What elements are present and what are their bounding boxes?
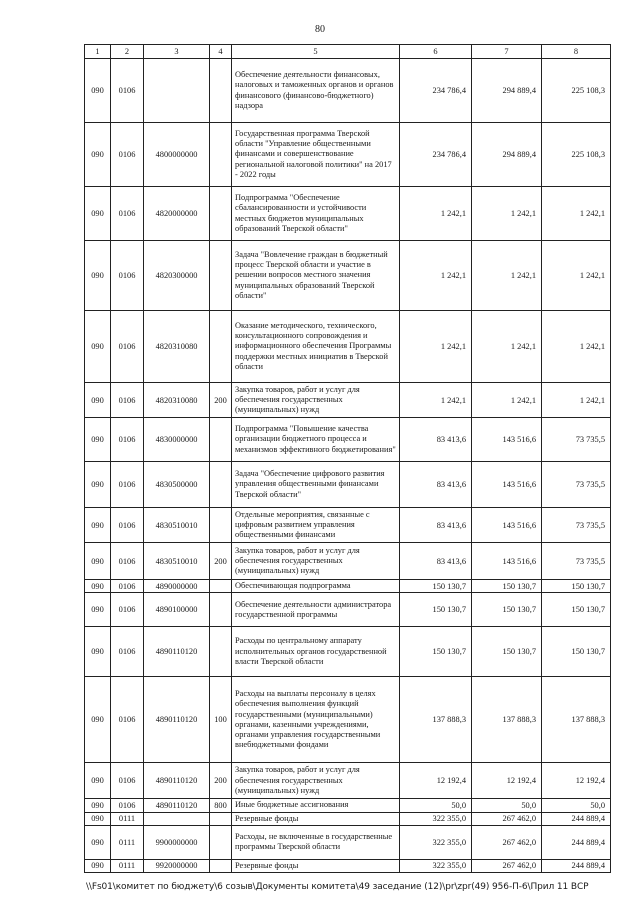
expense-type-code (210, 187, 232, 241)
admin-code: 090 (85, 241, 111, 311)
expense-type-code: 200 (210, 383, 232, 418)
row-description: Расходы, не включенные в государственные программы Тверской области (232, 825, 400, 859)
section-code: 0106 (111, 763, 144, 799)
header-col-5: 5 (232, 45, 400, 59)
expense-type-code: 200 (210, 543, 232, 580)
amount-col-7: 150 130,7 (472, 627, 542, 677)
table-row (85, 543, 611, 580)
admin-code: 090 (85, 627, 111, 677)
amount-col-6: 1 242,1 (400, 311, 472, 383)
amount-col-6: 322 355,0 (400, 859, 472, 872)
admin-code: 090 (85, 763, 111, 799)
section-code: 0106 (111, 383, 144, 418)
amount-col-6: 12 192,4 (400, 763, 472, 799)
amount-col-8: 73 735,5 (542, 418, 611, 462)
target-code: 4800000000 (144, 123, 210, 187)
target-code: 4820310080 (144, 383, 210, 418)
row-description: Подпрограмма "Повышение качества организации бюджетного процесса и механизмов эффективного бюджетирования" (232, 418, 400, 462)
section-code: 0111 (111, 825, 144, 859)
section-code: 0106 (111, 543, 144, 580)
amount-col-6: 137 888,3 (400, 677, 472, 763)
amount-col-7: 50,0 (472, 799, 542, 812)
amount-col-8: 50,0 (542, 799, 611, 812)
amount-col-6: 150 130,7 (400, 593, 472, 627)
target-code: 9920000000 (144, 859, 210, 872)
amount-col-7: 267 462,0 (472, 825, 542, 859)
target-code: 4830510010 (144, 508, 210, 543)
row-description: Закупка товаров, работ и услуг для обеспечения государственных (муниципальных) нужд (232, 543, 400, 580)
section-code: 0106 (111, 799, 144, 812)
row-description: Подпрограмма "Обеспечение сбалансированности и устойчивости местных бюджетов муниципальных образований Тверской области" (232, 187, 400, 241)
amount-col-8: 150 130,7 (542, 580, 611, 593)
admin-code: 090 (85, 187, 111, 241)
amount-col-8: 244 889,4 (542, 859, 611, 872)
amount-col-8: 73 735,5 (542, 508, 611, 543)
section-code: 0106 (111, 123, 144, 187)
amount-col-7: 1 242,1 (472, 383, 542, 418)
table-row (85, 123, 611, 187)
amount-col-6: 83 413,6 (400, 462, 472, 508)
amount-col-8: 150 130,7 (542, 627, 611, 677)
target-code: 4830000000 (144, 418, 210, 462)
amount-col-7: 143 516,6 (472, 418, 542, 462)
expense-type-code (210, 627, 232, 677)
amount-col-8: 73 735,5 (542, 543, 611, 580)
row-description: Иные бюджетные ассигнования (232, 799, 400, 812)
expense-type-code (210, 593, 232, 627)
amount-col-8: 1 242,1 (542, 187, 611, 241)
expense-type-code (210, 59, 232, 123)
expense-type-code: 200 (210, 763, 232, 799)
amount-col-7: 267 462,0 (472, 859, 542, 872)
amount-col-7: 143 516,6 (472, 543, 542, 580)
admin-code: 090 (85, 311, 111, 383)
target-code: 4830500000 (144, 462, 210, 508)
amount-col-8: 225 108,3 (542, 59, 611, 123)
admin-code: 090 (85, 859, 111, 872)
amount-col-7: 1 242,1 (472, 187, 542, 241)
header-col-1: 1 (85, 45, 111, 59)
section-code: 0106 (111, 508, 144, 543)
target-code: 4890110120 (144, 627, 210, 677)
amount-col-8: 1 242,1 (542, 383, 611, 418)
row-description: Обеспечение деятельности администратора государственной программы (232, 593, 400, 627)
amount-col-6: 234 786,4 (400, 59, 472, 123)
expense-type-code (210, 123, 232, 187)
table-row (85, 627, 611, 677)
section-code: 0106 (111, 59, 144, 123)
admin-code: 090 (85, 593, 111, 627)
table-row (85, 580, 611, 593)
table-row (85, 799, 611, 812)
admin-code: 090 (85, 677, 111, 763)
section-code: 0106 (111, 418, 144, 462)
amount-col-8: 244 889,4 (542, 812, 611, 825)
amount-col-7: 150 130,7 (472, 580, 542, 593)
row-description: Расходы по центральному аппарату исполнительных органов государственной власти Тверской области (232, 627, 400, 677)
header-col-7: 7 (472, 45, 542, 59)
amount-col-7: 143 516,6 (472, 508, 542, 543)
amount-col-6: 234 786,4 (400, 123, 472, 187)
amount-col-6: 150 130,7 (400, 627, 472, 677)
admin-code: 090 (85, 123, 111, 187)
target-code: 4890000000 (144, 580, 210, 593)
expense-type-code (210, 508, 232, 543)
table-row (85, 311, 611, 383)
amount-col-6: 83 413,6 (400, 418, 472, 462)
admin-code: 090 (85, 543, 111, 580)
admin-code: 090 (85, 59, 111, 123)
admin-code: 090 (85, 418, 111, 462)
admin-code: 090 (85, 462, 111, 508)
target-code: 4890110120 (144, 763, 210, 799)
section-code: 0106 (111, 241, 144, 311)
amount-col-6: 322 355,0 (400, 825, 472, 859)
amount-col-7: 143 516,6 (472, 462, 542, 508)
amount-col-8: 225 108,3 (542, 123, 611, 187)
page-number: 80 (315, 24, 325, 35)
section-code: 0106 (111, 627, 144, 677)
target-code: 4820000000 (144, 187, 210, 241)
amount-col-8: 12 192,4 (542, 763, 611, 799)
amount-col-6: 1 242,1 (400, 241, 472, 311)
section-code: 0106 (111, 593, 144, 627)
target-code: 4820300000 (144, 241, 210, 311)
table-row (85, 241, 611, 311)
amount-col-8: 150 130,7 (542, 593, 611, 627)
row-description: Резервные фонды (232, 812, 400, 825)
amount-col-8: 137 888,3 (542, 677, 611, 763)
amount-col-8: 73 735,5 (542, 462, 611, 508)
target-code (144, 59, 210, 123)
expense-type-code: 100 (210, 677, 232, 763)
admin-code: 090 (85, 508, 111, 543)
amount-col-8: 1 242,1 (542, 241, 611, 311)
section-code: 0111 (111, 859, 144, 872)
amount-col-7: 1 242,1 (472, 241, 542, 311)
budget-table (84, 44, 611, 873)
amount-col-8: 244 889,4 (542, 825, 611, 859)
row-description: Задача "Обеспечение цифрового развития управления общественными финансами Тверской области" (232, 462, 400, 508)
table-row (85, 677, 611, 763)
section-code: 0106 (111, 311, 144, 383)
section-code: 0106 (111, 187, 144, 241)
amount-col-6: 322 355,0 (400, 812, 472, 825)
expense-type-code (210, 241, 232, 311)
header-col-4: 4 (210, 45, 232, 59)
expense-type-code: 800 (210, 799, 232, 812)
table-row (85, 418, 611, 462)
amount-col-7: 150 130,7 (472, 593, 542, 627)
table-row (85, 859, 611, 872)
expense-type-code (210, 812, 232, 825)
row-description: Задача "Вовлечение граждан в бюджетный процесс Тверской области и участие в решении вопросов местного значения муниципальных образований Тверской области" (232, 241, 400, 311)
section-code: 0106 (111, 677, 144, 763)
table-row (85, 812, 611, 825)
header-col-2: 2 (111, 45, 144, 59)
amount-col-6: 50,0 (400, 799, 472, 812)
row-description: Обеспечивающая подпрограмма (232, 580, 400, 593)
row-description: Оказание методического, технического, консультационного сопровождения и информационного обеспечения Программы поддержки местных инициатив в Тверской области (232, 311, 400, 383)
row-description: Обеспечение деятельности финансовых, налоговых и таможенных органов и органов финансового (финансово-бюджетного) надзора (232, 59, 400, 123)
amount-col-7: 1 242,1 (472, 311, 542, 383)
target-code: 4890110120 (144, 677, 210, 763)
amount-col-7: 294 889,4 (472, 59, 542, 123)
table-row (85, 187, 611, 241)
row-description: Государственная программа Тверской области "Управление общественными финансами и совершенствование региональной налоговой политики" на 2017 - 2022 годы (232, 123, 400, 187)
admin-code: 090 (85, 383, 111, 418)
amount-col-7: 137 888,3 (472, 677, 542, 763)
admin-code: 090 (85, 580, 111, 593)
table-header-row (85, 45, 611, 59)
row-description: Закупка товаров, работ и услуг для обеспечения государственных (муниципальных) нужд (232, 383, 400, 418)
amount-col-6: 83 413,6 (400, 508, 472, 543)
expense-type-code (210, 311, 232, 383)
section-code: 0106 (111, 462, 144, 508)
target-code: 9900000000 (144, 825, 210, 859)
target-code: 4820310080 (144, 311, 210, 383)
section-code: 0111 (111, 812, 144, 825)
row-description: Расходы на выплаты персоналу в целях обеспечения выполнения функций государственными (муниципальными) органами, казенными учреждениями, органами управления государственными внебюджетными фондами (232, 677, 400, 763)
amount-col-7: 294 889,4 (472, 123, 542, 187)
header-col-6: 6 (400, 45, 472, 59)
admin-code: 090 (85, 799, 111, 812)
footer-file-path: \\Fs01\комитет по бюджету\6 созыв\Документы комитета\49 заседание (12)\pr\zpr(49) 956-П-6\Прил 11 ВСР (86, 882, 589, 892)
header-col-3: 3 (144, 45, 210, 59)
target-code: 4830510010 (144, 543, 210, 580)
amount-col-6: 1 242,1 (400, 383, 472, 418)
table-row (85, 462, 611, 508)
table-row (85, 508, 611, 543)
amount-col-7: 267 462,0 (472, 812, 542, 825)
expense-type-code (210, 418, 232, 462)
table-row (85, 383, 611, 418)
target-code (144, 812, 210, 825)
table-row (85, 59, 611, 123)
row-description: Отдельные мероприятия, связанные с цифровым развитием управления общественными финансами (232, 508, 400, 543)
admin-code: 090 (85, 812, 111, 825)
amount-col-6: 150 130,7 (400, 580, 472, 593)
amount-col-8: 1 242,1 (542, 311, 611, 383)
expense-type-code (210, 580, 232, 593)
header-col-8: 8 (542, 45, 611, 59)
admin-code: 090 (85, 825, 111, 859)
expense-type-code (210, 462, 232, 508)
table-row (85, 825, 611, 859)
expense-type-code (210, 825, 232, 859)
row-description: Резервные фонды (232, 859, 400, 872)
target-code: 4890110120 (144, 799, 210, 812)
amount-col-6: 1 242,1 (400, 187, 472, 241)
amount-col-7: 12 192,4 (472, 763, 542, 799)
section-code: 0106 (111, 580, 144, 593)
expense-type-code (210, 859, 232, 872)
row-description: Закупка товаров, работ и услуг для обеспечения государственных (муниципальных) нужд (232, 763, 400, 799)
amount-col-6: 83 413,6 (400, 543, 472, 580)
table-row (85, 763, 611, 799)
target-code: 4890100000 (144, 593, 210, 627)
table-row (85, 593, 611, 627)
